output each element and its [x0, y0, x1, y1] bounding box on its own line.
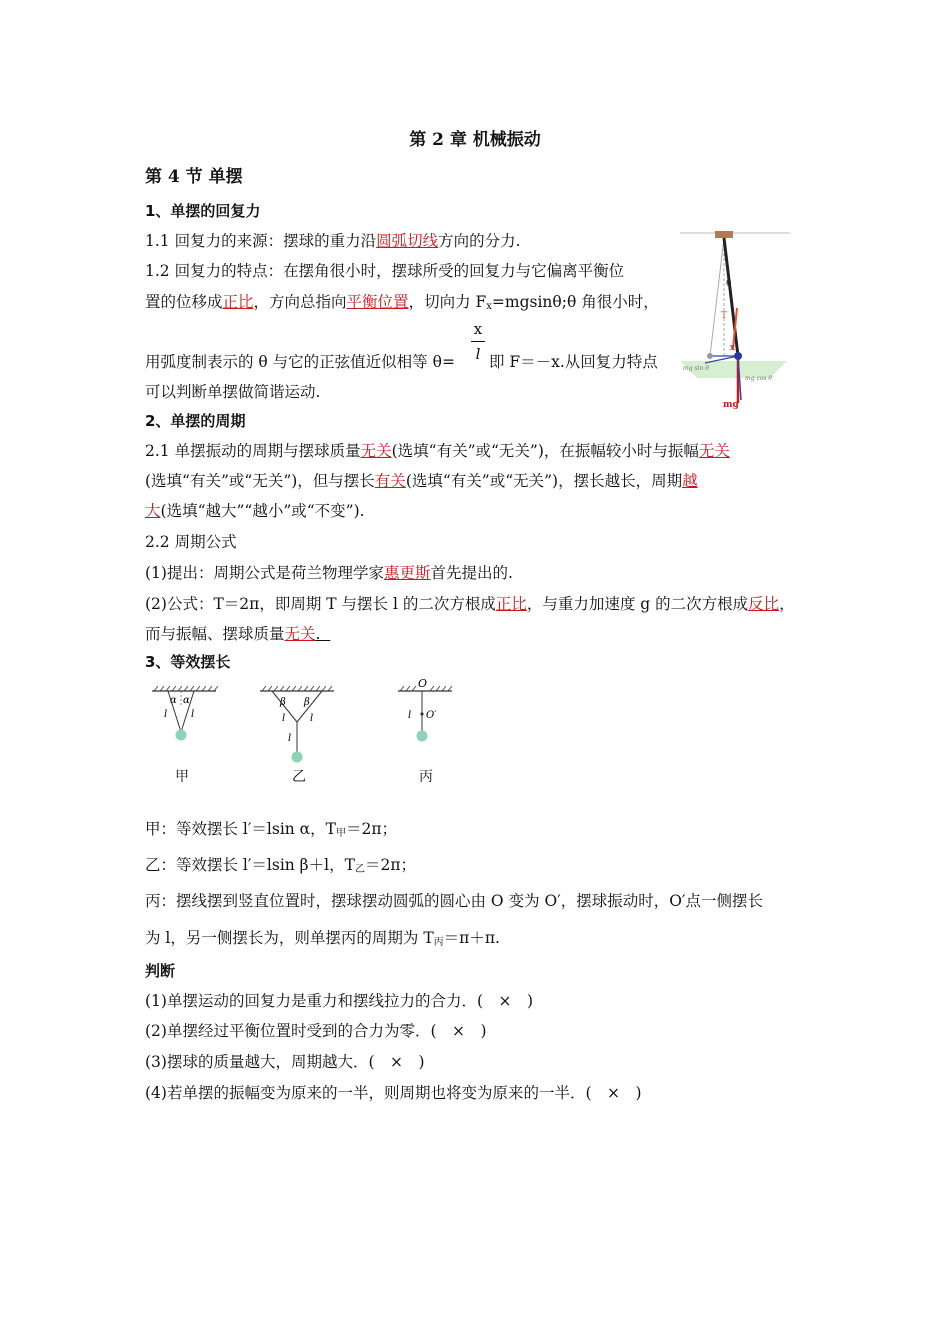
para-2-1-line3: 大(选填“越大”“越小”或“不变”). [145, 502, 365, 520]
heading-equivalent-length: 3、等效摆长 [145, 653, 231, 671]
figure-bing [396, 676, 456, 751]
svg-text:O′: O′ [426, 710, 437, 721]
svg-text:l: l [310, 713, 314, 724]
answer-mass-independent: 无关 [360, 442, 392, 460]
answer-unrelated: 无关 [284, 625, 316, 643]
theta-label: θ [726, 279, 732, 289]
line-jia: 甲：等效摆长 l′＝lsin α，$T_甲=2\pi$； [145, 820, 398, 839]
svg-text:β: β [304, 697, 310, 708]
para-formula-line2: 而与振幅、摆球质量无关. [145, 625, 321, 643]
para-formula-line1: (2)公式：T＝2π，即周期 T 与摆长 l 的二次方根成正比，与重力加速度 g 的二次方根成反比， [145, 595, 795, 613]
para-1-2-line2: 置的位移成正比，方向总指向平衡位置，切向力 $F_x=mgsin\theta;\theta$ 角很小时， [145, 293, 659, 312]
answer-proportional: 正比 [222, 293, 254, 311]
answer-length-dependent: 有关 [374, 472, 406, 490]
string-left [710, 238, 724, 356]
para-proposer: (1)提出：周期公式是荷兰物理学家惠更斯首先提出的. [145, 564, 513, 582]
svg-text:α: α [170, 695, 177, 706]
answer-direct-prop: 正比 [495, 595, 527, 613]
svg-text:α: α [183, 695, 190, 706]
svg-text:O: O [418, 677, 428, 690]
svg-text:l: l [164, 709, 168, 720]
mgsin-label: mg sin θ [683, 365, 709, 372]
bob-equilibrium [707, 353, 713, 359]
fraction-x-over-l: x l [470, 320, 486, 363]
mgcos-label: mg cos θ [745, 375, 773, 382]
svg-text:β: β [280, 697, 286, 708]
answer-amplitude-independent: 无关 [698, 442, 730, 460]
heading-judge: 判断 [145, 962, 176, 980]
figure-yi [258, 685, 338, 770]
svg-text:l: l [282, 713, 286, 724]
heading-restoring-force: 1、单摆的回复力 [145, 202, 261, 220]
pivot-block [715, 231, 733, 238]
sub-heading-formula: 2.2 周期公式 [145, 533, 237, 551]
para-2-1-line2: (选填“有关”或“无关”)，但与摆长有关(选填“有关”或“无关”)，摆长越长，周期越 [145, 472, 698, 490]
ball-jia [176, 730, 187, 741]
svg-text:l: l [288, 733, 292, 744]
line-bing-1: 丙：摆线摆到竖直位置时，摆球摆动圆弧的圆心由 O 变为 O′，摆球振动时，O′点一侧摆长 [145, 892, 763, 910]
label-jia: 甲 [175, 769, 189, 785]
para-1-1: 1.1 回复力的来源：摆球的重力沿圆弧切线方向的分力. [145, 232, 521, 250]
ball-bing [417, 731, 428, 742]
label-yi: 乙 [292, 769, 306, 785]
x-label: x [730, 342, 735, 352]
pendulum-force-diagram [675, 228, 795, 413]
label-bing: 丙 [419, 769, 433, 785]
section-title: 第 4 节 单摆 [145, 167, 243, 187]
judge-item-2: (2)单摆经过平衡位置时受到的合力为零．( × ) [145, 1022, 487, 1040]
answer-arc-tangent: 圆弧切线 [376, 232, 439, 250]
answer-inverse-prop: 反比 [748, 595, 780, 613]
answer-equilibrium: 平衡位置 [346, 293, 409, 311]
answer-huygens: 惠更斯 [383, 564, 431, 582]
ball-yi [292, 752, 303, 763]
judge-item-3: (3)摆球的质量越大，周期越大．( × ) [145, 1053, 425, 1071]
svg-text:l: l [408, 710, 412, 721]
judge-item-1: (1)单摆运动的回复力是重力和摆线拉力的合力．( × ) [145, 992, 534, 1010]
heading-period: 2、单摆的周期 [145, 412, 246, 430]
judge-item-4: (4)若单摆的振幅变为原来的一半，则周期也将变为原来的一半．( × ) [145, 1084, 642, 1102]
para-1-2-line1: 1.2 回复力的特点：在摆角很小时，摆球所受的回复力与它偏离平衡位 [145, 262, 625, 280]
svg-text:l: l [191, 709, 195, 720]
line-yi: 乙：等效摆长 l′＝lsin β＋l，$T_乙=2\pi$； [145, 856, 417, 875]
para-2-1-line1: 2.1 单摆振动的周期与摆球质量无关(选填“有关”或“无关”)，在振幅较小时与振幅无关 [145, 442, 730, 460]
para-1-2-line4: 可以判断单摆做简谐运动. [145, 383, 321, 401]
mg-label: mg [723, 400, 739, 410]
pendulum-bob [734, 352, 742, 360]
string-main [724, 238, 738, 356]
chapter-title: 第 2 章 机械振动 [409, 130, 541, 150]
line-bing-2: 为 l，另一侧摆长为，则单摆丙的周期为 $T_丙=\pi+\pi$. [145, 929, 500, 948]
tension-label: T [721, 311, 728, 321]
para-1-2-line3: 用弧度制表示的 θ 与它的正弦值近似相等 θ= 即 F＝－x.从回复力特点 [145, 353, 658, 371]
figure-jia [150, 685, 220, 755]
